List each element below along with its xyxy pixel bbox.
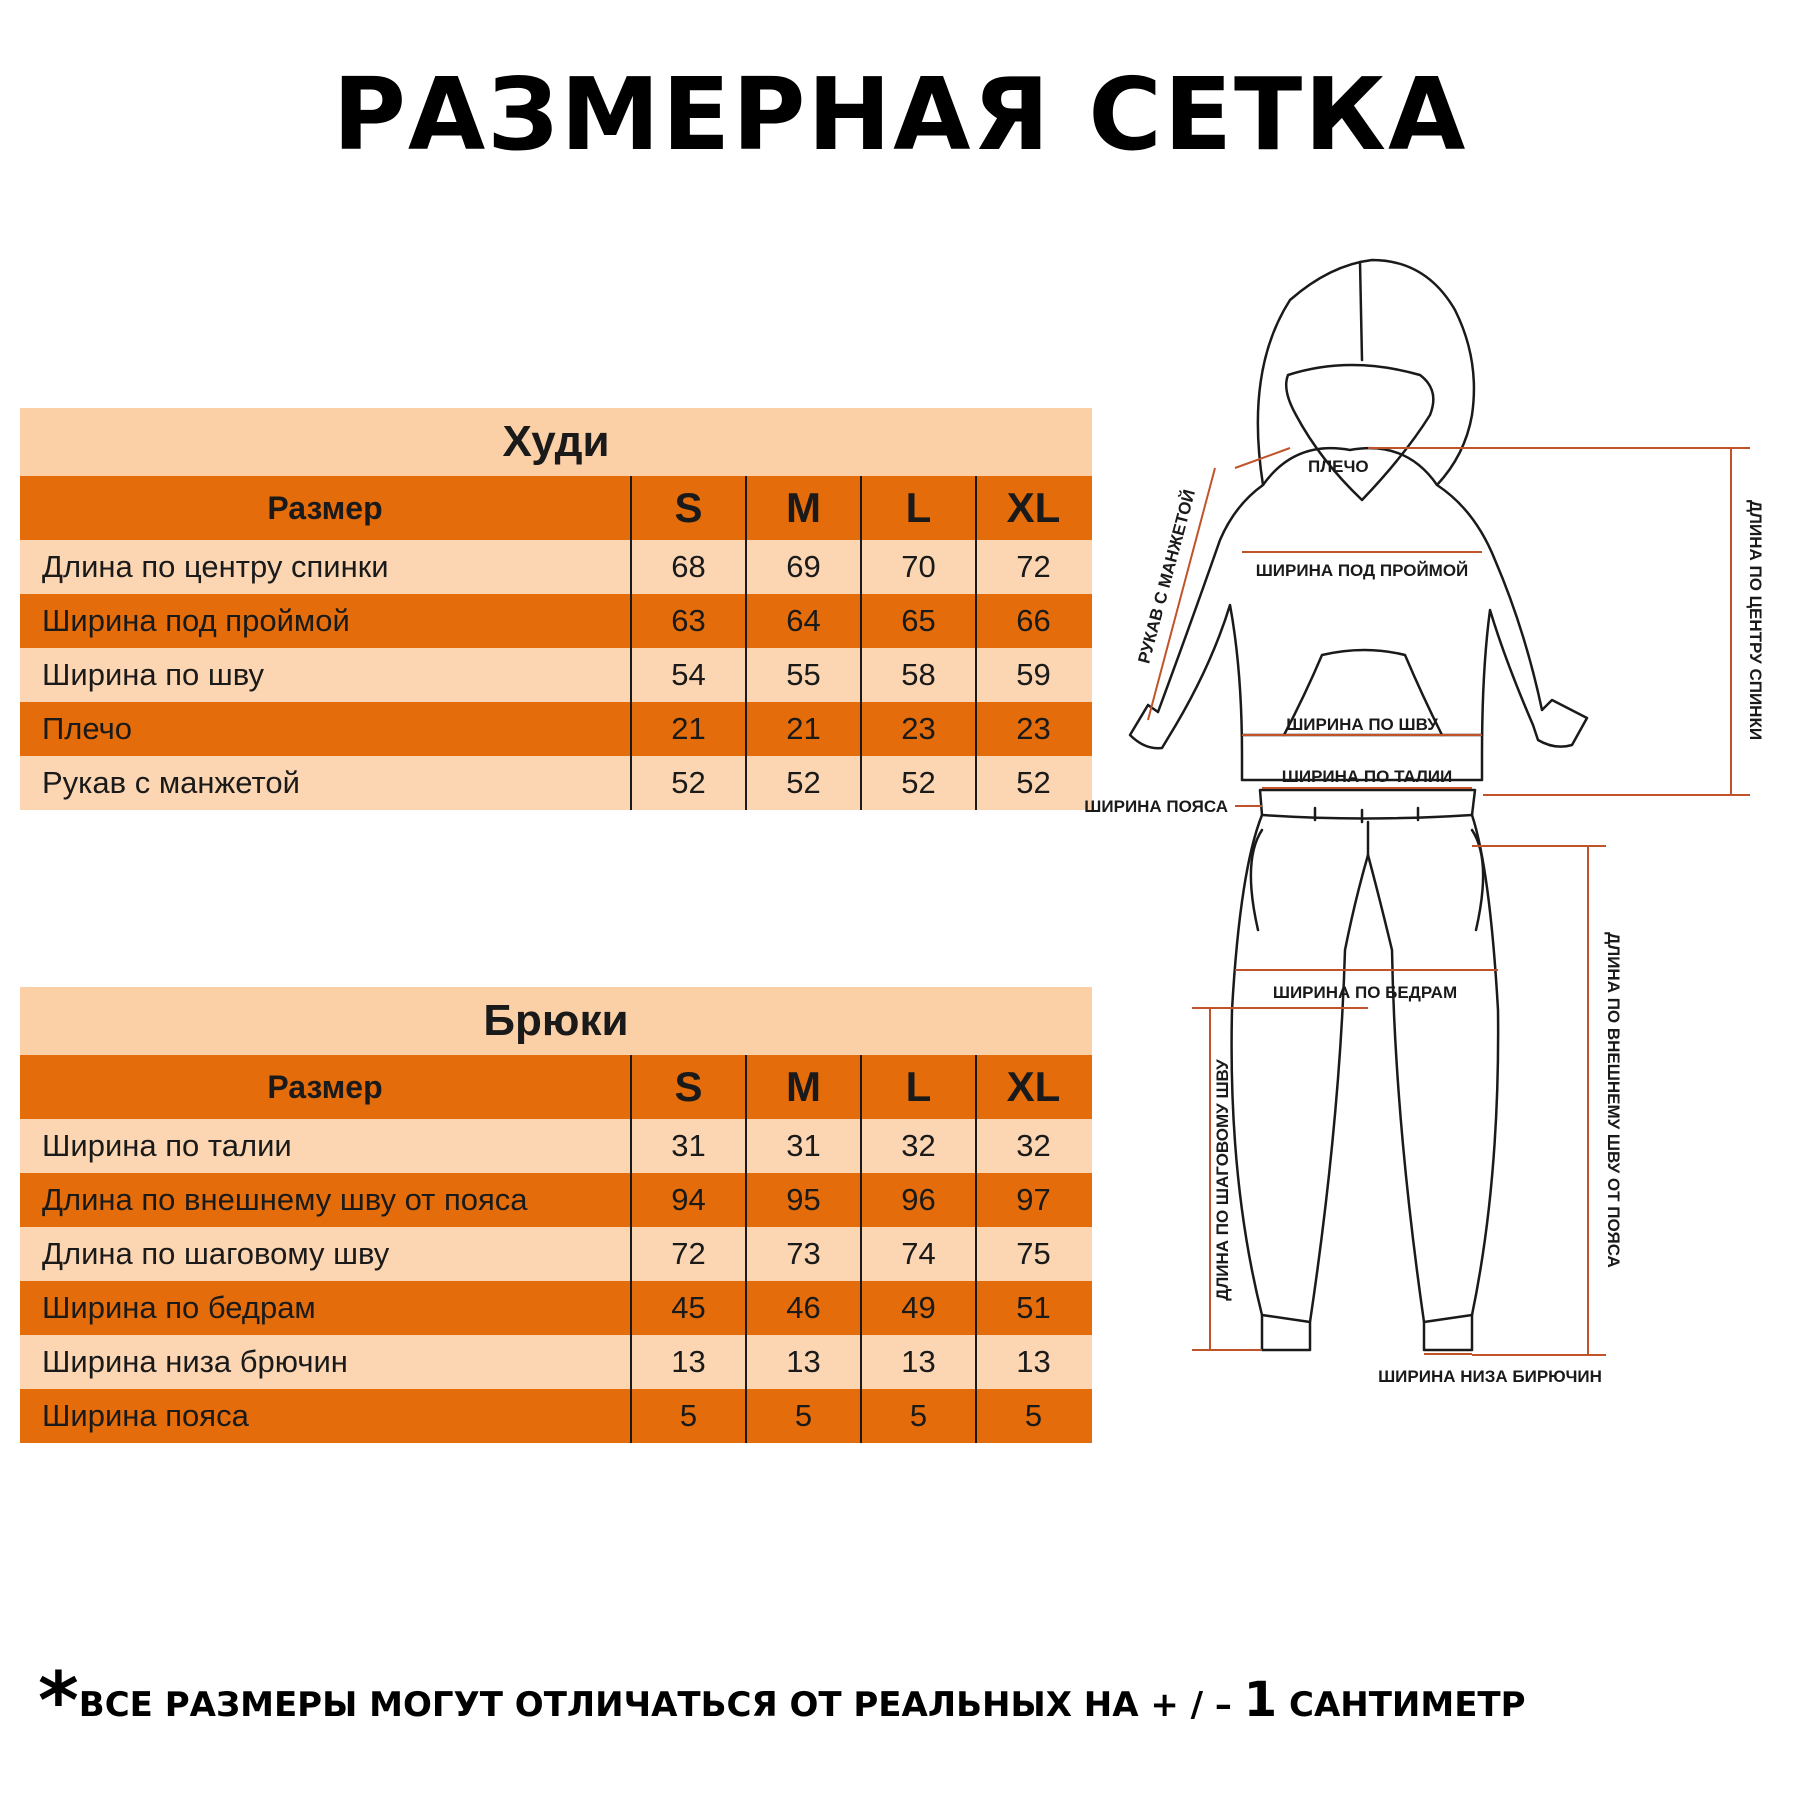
row-label: Ширина низа брючин [42, 1344, 348, 1379]
row-label: Плечо [42, 711, 132, 746]
leg-opening-label: ШИРИНА НИЗА БИРЮЧИН [1378, 1367, 1602, 1386]
row-value-l: 32 [860, 1119, 975, 1173]
header-size-m: M [745, 1055, 860, 1119]
pants-left-cuff-line [1262, 1315, 1310, 1322]
hood-seam [1360, 262, 1362, 360]
footnote-text: ВСЕ РАЗМЕРЫ МОГУТ ОТЛИЧАТЬСЯ ОТ РЕАЛЬНЫХ НА + / – [78, 1685, 1244, 1725]
row-value-s: 13 [630, 1335, 745, 1389]
table-row [20, 1335, 1092, 1389]
table-row [20, 1173, 1092, 1227]
row-value-l: 23 [860, 702, 975, 756]
row-value-m: 55 [745, 648, 860, 702]
footnote-unit: САНТИМЕТР [1277, 1685, 1526, 1725]
table-row [20, 648, 1092, 702]
row-value-s: 21 [630, 702, 745, 756]
row-value-l: 96 [860, 1173, 975, 1227]
row-value-l: 74 [860, 1227, 975, 1281]
row-label: Длина по внешнему шву от пояса [42, 1182, 528, 1217]
row-value-s: 5 [630, 1389, 745, 1443]
chest-label: ШИРИНА ПОД ПРОЙМОЙ [1255, 561, 1469, 580]
waistband-label: ШИРИНА ПОЯСА [1084, 797, 1228, 816]
row-value-m: 64 [745, 594, 860, 648]
footnote-asterisk: * [38, 1657, 79, 1747]
row-value-l: 13 [860, 1335, 975, 1389]
row-value-l: 49 [860, 1281, 975, 1335]
row-label: Ширина под проймой [42, 603, 350, 638]
row-label: Длина по шаговому шву [42, 1236, 390, 1271]
row-value-m: 13 [745, 1335, 860, 1389]
row-value-m: 5 [745, 1389, 860, 1443]
waist-label: ШИРИНА ПО ТАЛИИ [1281, 767, 1453, 786]
table-row [20, 1389, 1092, 1443]
row-value-s: 54 [630, 648, 745, 702]
outseam-label: ДЛИНА ПО ВНЕШНЕМУ ШВУ ОТ ПОЯСА [1604, 932, 1623, 1268]
table-row [20, 702, 1092, 756]
pants-waistband [1262, 815, 1472, 819]
header-size-l: L [860, 1055, 975, 1119]
row-value-m: 73 [745, 1227, 860, 1281]
row-value-l: 52 [860, 756, 975, 810]
row-value-xl: 72 [975, 540, 1090, 594]
row-value-m: 21 [745, 702, 860, 756]
row-value-xl: 59 [975, 648, 1090, 702]
sleeve-label: РУКАВ С МАНЖЕТОЙ [1134, 487, 1200, 666]
header-size-s: S [630, 1055, 745, 1119]
row-value-xl: 23 [975, 702, 1090, 756]
row-value-s: 52 [630, 756, 745, 810]
row-value-xl: 13 [975, 1335, 1090, 1389]
header-size-l: L [860, 476, 975, 540]
row-value-xl: 51 [975, 1281, 1090, 1335]
header-size-label: Размер [267, 1069, 383, 1105]
row-value-xl: 66 [975, 594, 1090, 648]
table-row [20, 1119, 1092, 1173]
table-row [20, 594, 1092, 648]
row-value-l: 70 [860, 540, 975, 594]
row-value-xl: 75 [975, 1227, 1090, 1281]
pants-table-title: Брюки [20, 987, 1092, 1055]
pants-size-table [20, 987, 1092, 1443]
row-value-s: 68 [630, 540, 745, 594]
footnote-number: 1 [1243, 1672, 1278, 1728]
row-value-m: 52 [745, 756, 860, 810]
row-value-s: 94 [630, 1173, 745, 1227]
garment-measurement-diagram [1084, 250, 1790, 1570]
row-value-l: 65 [860, 594, 975, 648]
header-size-xl: XL [975, 1055, 1090, 1119]
row-value-s: 31 [630, 1119, 745, 1173]
pants-right-cuff-line [1424, 1315, 1472, 1322]
row-value-l: 5 [860, 1389, 975, 1443]
row-label: Ширина пояса [42, 1398, 249, 1433]
row-label: Рукав с манжетой [42, 765, 300, 800]
header-size-label: Размер [267, 490, 383, 526]
hood-opening [1286, 365, 1433, 500]
hips-label: ШИРИНА ПО БЕДРАМ [1272, 983, 1458, 1002]
row-label: Ширина по бедрам [42, 1290, 316, 1325]
row-value-m: 31 [745, 1119, 860, 1173]
footnote [38, 1657, 1526, 1747]
back-length-label: ДЛИНА ПО ЦЕНТРУ СПИНКИ [1746, 499, 1765, 741]
pants-table-header [20, 1055, 1092, 1119]
row-value-l: 58 [860, 648, 975, 702]
row-value-xl: 97 [975, 1173, 1090, 1227]
pants-outline [1232, 790, 1499, 1350]
table-row [20, 540, 1092, 594]
hoodie-table-title: Худи [20, 408, 1092, 476]
table-row [20, 1281, 1092, 1335]
page-title: РАЗМЕРНАЯ СЕТКА [332, 56, 1468, 173]
shoulder-label: ПЛЕЧО [1308, 457, 1369, 476]
table-row [20, 756, 1092, 810]
hem-label: ШИРИНА ПО ШВУ [1286, 715, 1438, 734]
row-value-m: 69 [745, 540, 860, 594]
hoodie-size-table [20, 408, 1092, 810]
row-value-s: 72 [630, 1227, 745, 1281]
row-value-s: 45 [630, 1281, 745, 1335]
row-value-xl: 5 [975, 1389, 1090, 1443]
table-row [20, 1227, 1092, 1281]
row-value-m: 95 [745, 1173, 860, 1227]
row-value-xl: 52 [975, 756, 1090, 810]
row-label: Ширина по шву [42, 657, 265, 692]
inseam-label: ДЛИНА ПО ШАГОВОМУ ШВУ [1213, 1059, 1232, 1301]
row-value-s: 63 [630, 594, 745, 648]
header-size-m: M [745, 476, 860, 540]
row-value-m: 46 [745, 1281, 860, 1335]
pants-waistband-ruching [1315, 808, 1418, 822]
row-label: Длина по центру спинки [42, 549, 389, 584]
row-value-xl: 32 [975, 1119, 1090, 1173]
header-size-xl: XL [975, 476, 1090, 540]
hoodie-table-header [20, 476, 1092, 540]
row-label: Ширина по талии [42, 1128, 292, 1163]
header-size-s: S [630, 476, 745, 540]
hood-outline [1258, 260, 1474, 485]
